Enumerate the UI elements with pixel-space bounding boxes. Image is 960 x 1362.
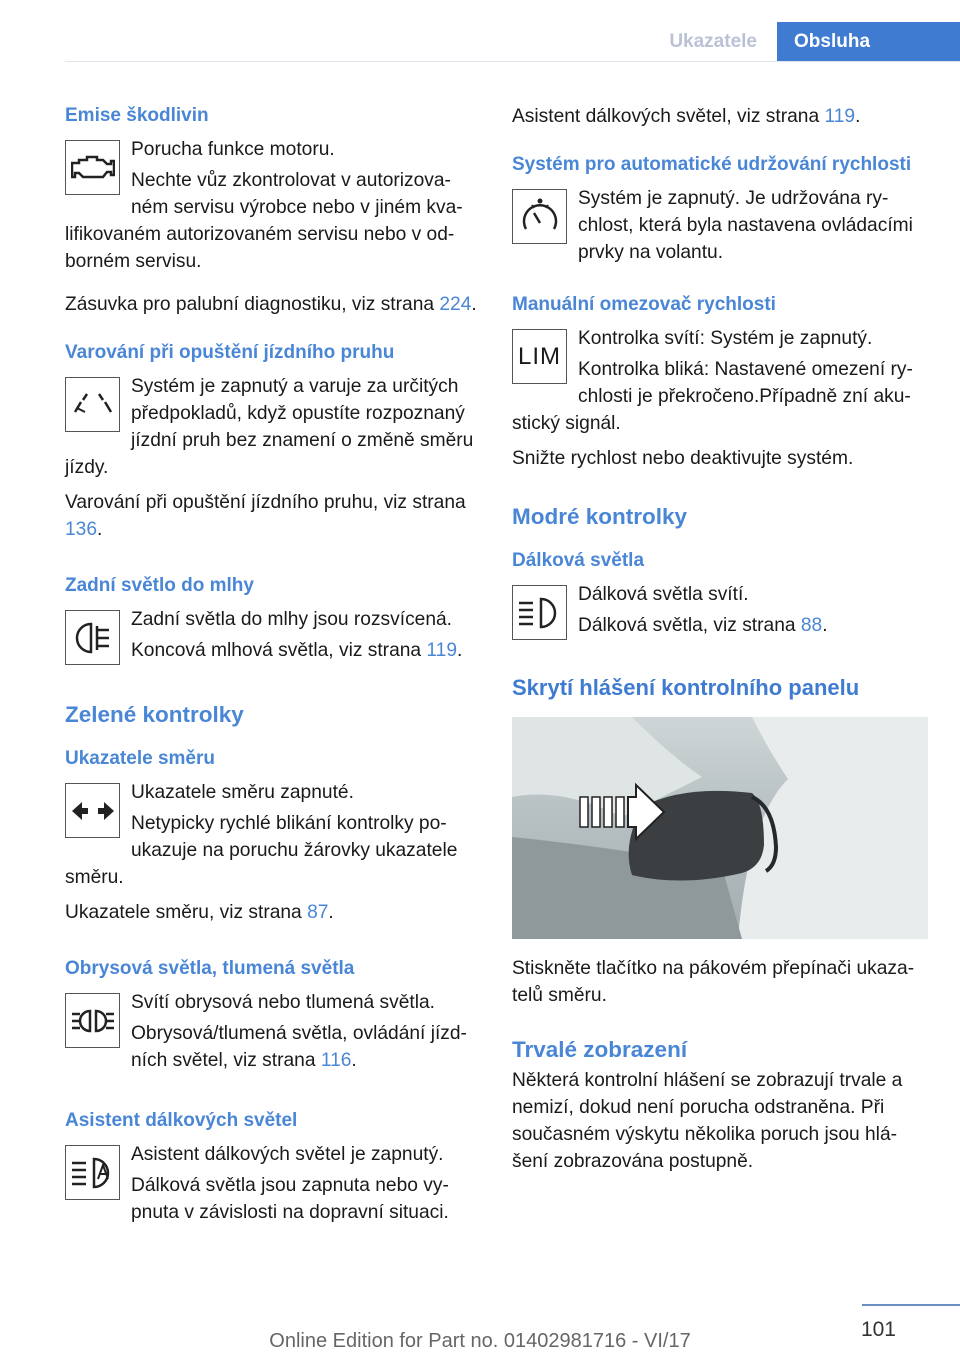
heading-parking: Obrysová světla, tlumená světla [65, 958, 355, 979]
left-column [65, 103, 480, 1252]
section-emise [65, 103, 480, 318]
emise-p3: Zásuvka pro palubní diagnostiku, viz strana 224. [65, 294, 477, 315]
turn-p2: Netypicky rychlé blikání kontrolky po-ukazuje na poruchu žárovky ukazatele směru. [65, 813, 458, 888]
lane-departure-icon [65, 377, 120, 432]
heading-blue: Modré kontrolky [512, 504, 688, 529]
lane-p2: Varování při opuštění jízdního pruhu, viz strana 136. [65, 492, 466, 540]
right-column [512, 103, 927, 1197]
heading-limiter: Manuální omezovač rychlosti [512, 294, 776, 315]
permanent-p1: Některá kontrolní hlášení se zobrazují trvale a nemizí, dokud není porucha odstraněna. Při současném výskytu několika poruch jsou hlá-šení zobrazována postupně. [512, 1070, 903, 1172]
section-cruise [512, 152, 927, 270]
link-119[interactable]: 119 [426, 640, 458, 661]
link-116[interactable]: 116 [320, 1050, 352, 1071]
heading-green: Zelené kontrolky [65, 702, 244, 727]
section-turn [65, 746, 480, 926]
header-tabs [649, 22, 960, 62]
heading-high-beam: Dálková světla [512, 550, 645, 571]
emise-p1: Porucha funkce motoru. [131, 139, 335, 160]
rear-fog-light-icon [65, 610, 120, 665]
link-119-hba[interactable]: 119 [824, 106, 856, 127]
fog-p2: Koncová mlhová světla, viz strana 119. [131, 640, 463, 661]
parking-light-icon [65, 993, 120, 1048]
section-hba [65, 1108, 480, 1230]
hide-p1: Stiskněte tlačítko na pákovém přepínači ukaza-telů směru. [512, 958, 915, 1006]
hba-p1: Asistent dálkových světel je zapnutý. [131, 1144, 444, 1165]
heading-fog: Zadní světlo do mlhy [65, 575, 254, 596]
high-beam-p2: Dálková světla, viz strana 88. [578, 615, 828, 636]
section-parking [65, 956, 480, 1078]
edition-watermark: Online Edition for Part no. 01402981716 - VI/17 [269, 1330, 691, 1352]
link-88[interactable]: 88 [800, 615, 823, 636]
section-permanent [512, 1035, 927, 1175]
page-number: 101 [860, 1318, 896, 1341]
section-fog [65, 573, 480, 668]
section-limiter [512, 292, 927, 472]
parking-p1: Svítí obrysová nebo tlumená světla. [131, 992, 435, 1013]
fog-p1: Zadní světla do mlhy jsou rozsvícená. [131, 609, 453, 630]
hba-p2: Dálková světla jsou zapnuta nebo vy-pnuta v závislosti na dopravní situaci. [131, 1175, 449, 1223]
high-beam-assist-icon [65, 1145, 120, 1200]
heading-hba: Asistent dálkových světel [65, 1110, 298, 1131]
tab-ukazatele[interactable]: Ukazatele [649, 22, 777, 62]
limiter-p2: Kontrolka bliká: Nastavené omezení ry-chlosti je překročeno.Případně zní aku-stický signál. [512, 359, 913, 434]
heading-emise: Emise škodlivin [65, 105, 209, 126]
footer-rule [862, 1304, 960, 1306]
tab-obsluha[interactable]: Obsluha [777, 22, 960, 62]
heading-hide: Skrytí hlášení kontrolního panelu [512, 675, 860, 700]
turn-signal-lever-photo [512, 717, 928, 939]
turn-p3: Ukazatele směru, viz strana 87. [65, 902, 334, 923]
engine-icon [65, 140, 120, 195]
heading-cruise: Systém pro automatické udržování rychlosti [512, 154, 912, 175]
link-224[interactable]: 224 [439, 294, 472, 315]
hba-reference: Asistent dálkových světel, viz strana 119. [512, 106, 861, 127]
limiter-p1: Kontrolka svítí: Systém je zapnutý. [578, 328, 873, 349]
section-lane [65, 340, 480, 543]
heading-permanent: Trvalé zobrazení [512, 1037, 688, 1062]
link-136[interactable]: 136 [65, 519, 98, 540]
high-beam-icon [512, 585, 567, 640]
section-high-beam [512, 548, 927, 643]
emise-p2: Nechte vůz zkontrolovat v autorizova-ném servisu výrobce nebo v jiném kva-lifikovaném autorizovaném servisu nebo v od-borném servisu. [65, 170, 463, 272]
header-rule [65, 61, 960, 62]
heading-turn: Ukazatele směru [65, 748, 215, 769]
limiter-p3: Snižte rychlost nebo deaktivujte systém. [512, 448, 854, 469]
high-beam-p1: Dálková světla svítí. [578, 584, 749, 605]
turn-p1: Ukazatele směru zapnuté. [131, 782, 354, 803]
speed-limiter-icon: LIM [512, 329, 567, 384]
heading-lane: Varování při opuštění jízdního pruhu [65, 342, 395, 363]
link-87[interactable]: 87 [307, 902, 329, 923]
cruise-p1: Systém je zapnutý. Je udržována ry-chlost, která byla nastavena ovládacími prvky na volantu. [578, 188, 913, 263]
turn-signal-icon [65, 783, 120, 838]
parking-p2: Obrysová/tlumená světla, ovládání jízd-ních světel, viz strana 116. [131, 1023, 467, 1071]
cruise-control-icon [512, 189, 567, 244]
lane-p1: Systém je zapnutý a varuje za určitých předpokladů, když opustíte rozpoznaný jízdní pruh bez znamení o změně směru jízdy. [65, 376, 474, 478]
